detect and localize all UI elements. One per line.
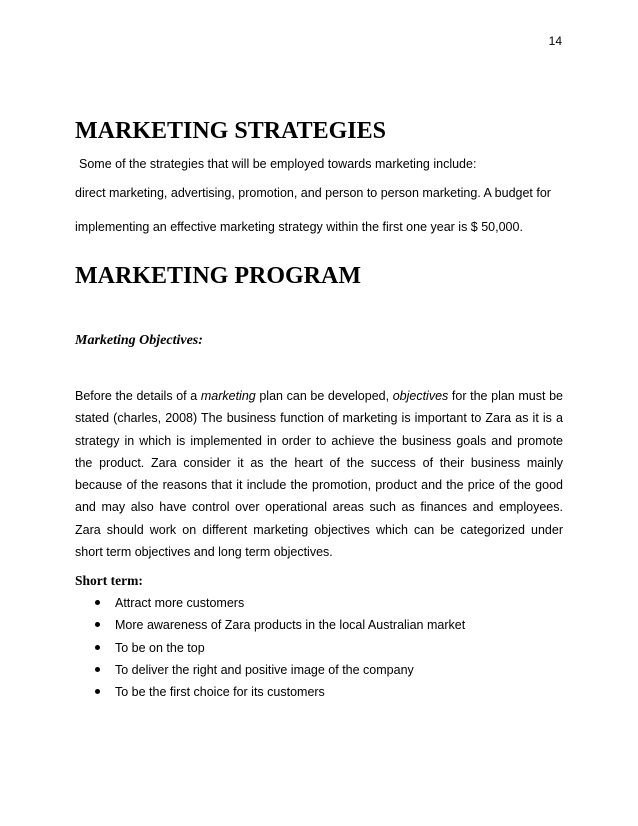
list-item [75,681,563,703]
bullet-icon [95,622,100,627]
subheading-short-term: Short term: [75,573,143,588]
bullet-icon [95,667,100,672]
bullet-icon [95,600,100,605]
objectives-paragraph [75,385,563,563]
objectives-text-a: Before the details of a [75,389,201,403]
list-item [75,614,563,636]
strategies-intro: Some of the strategies that will be employed towards marketing include: [79,157,477,171]
list-item [75,637,563,659]
short-term-list [75,592,563,703]
list-item [75,592,563,614]
list-item-text: More awareness of Zara products in the local Australian market [115,618,466,633]
strategies-line-2: implementing an effective marketing strategy within the first one year is $ 50,000. [75,220,523,234]
bullet-icon [95,689,100,694]
section-heading-marketing-program: MARKETING PROGRAM [75,263,361,289]
list-item-text: To be on the top [115,640,205,655]
objectives-text-emphasis-objectives: objectives [392,389,449,403]
list-item-text: Attract more customers [115,596,245,610]
list-item [75,659,563,681]
objectives-text-c: plan can be developed, [255,389,393,403]
subheading-marketing-objectives: Marketing Objectives: [75,333,203,348]
objectives-text-e: for the plan must be stated (charles, 2008) The business function of marketing is important to Zara as it is a strategy in which is implemented in order to achieve the business goals and promote the product. Zara consider it as the heart of the success of their business mainly because of the reasons that it include the promotion, product and the price of the good and may also have control over operational areas such as finances and employees. Zara should work on different marketing objectives which can be categorized under short term objectives and long term objectives. [75,389,563,560]
strategies-line-1: direct marketing, advertising, promotion, and person to person marketing. A budget for [75,186,551,200]
bullet-icon [95,645,100,650]
list-item-text: To be the first choice for its customers [115,685,325,700]
page-number: 14 [548,34,562,48]
section-heading-marketing-strategies: MARKETING STRATEGIES [75,118,386,144]
list-item-text: To deliver the right and positive image of the company [115,662,414,677]
objectives-text-emphasis-marketing: marketing [200,389,256,403]
